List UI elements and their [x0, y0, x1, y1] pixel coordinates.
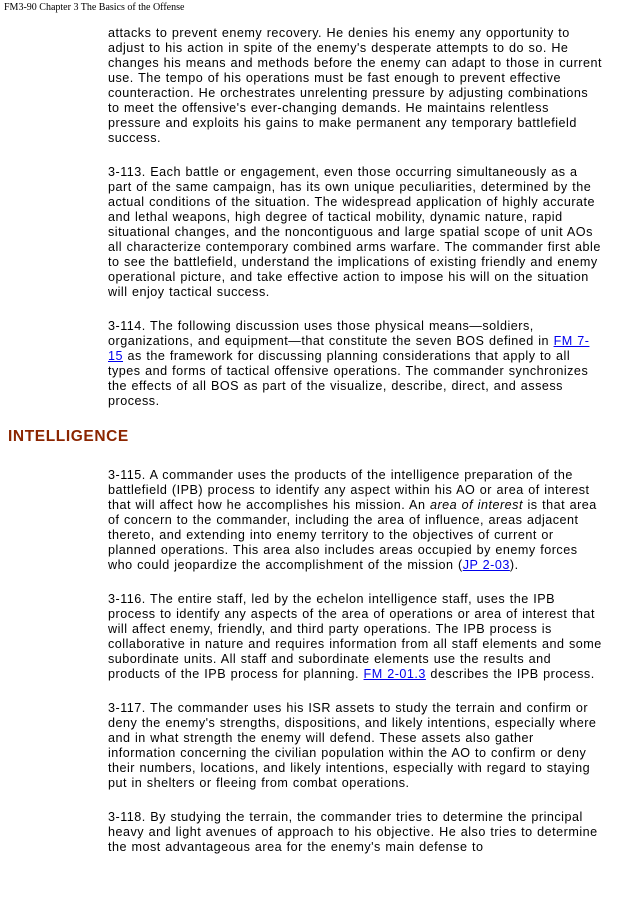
section-spacer — [108, 428, 604, 468]
term-area-of-interest: area of interest — [429, 498, 523, 512]
paragraph-3-115 — [108, 468, 604, 573]
paragraph-3-116 — [108, 592, 604, 682]
link-fm-2-01-3[interactable]: FM 2-01.3 — [363, 667, 426, 681]
link-fm-7-15[interactable]: FM 7-15 — [108, 334, 590, 363]
text-segment: describes the IPB process. — [425, 667, 595, 681]
text-segment: 3-115. A commander uses the products of the intelligence preparation of the battlefield (IPB) process to identify any aspect within his AO or area of interest that will affect how he accomplishes his mission. An — [108, 468, 590, 512]
text-segment: is that area of concern to the commander, including the area of influence, areas adjacent thereto, and extending into enemy territory to the objectives of current or planned operations. This area also includes areas occupied by enemy forces who could jeopardize the accomplishment of the mission ( — [108, 498, 597, 572]
document-body — [108, 26, 604, 874]
paragraph-3-117: 3-117. The commander uses his ISR assets to study the terrain and confirm or deny the enemy's strengths, dispositions, and likely intentions, especially where and in what strength the enemy will defend. These assets also gather information concerning the civilian population within the AO to confirm or deny their numbers, locations, and likely intentions, especially with regard to staying put in shelters or fleeing from combat operations. — [108, 701, 597, 790]
text-segment: ). — [509, 558, 519, 572]
text-segment: 3-114. The following discussion uses those physical means—soldiers, organizations, and equipment—that constitute the seven BOS defined in — [108, 319, 554, 348]
paragraph-3-113: 3-113. Each battle or engagement, even those occurring simultaneously as a part of the same campaign, has its own unique peculiarities, determined by the actual conditions of the situation. The widespread application of highly accurate and lethal weapons, high degree of tactical mobility, dynamic nature, rapid situational changes, and the noncontiguous and large spatial scope of unit AOs all characterize contemporary combined arms warfare. The commander first able to see the battlefield, understand the implications of existing friendly and enemy operational picture, and take effective action to impose his will on the situation will enjoy tactical success. — [108, 165, 601, 299]
link-jp-2-03[interactable]: JP 2-03 — [462, 558, 510, 572]
paragraph-intro: attacks to prevent enemy recovery. He denies his enemy any opportunity to adjust to his action in spite of the enemy's desperate attempts to do so. He changes his means and methods before the enemy can adapt to those in current use. The tempo of his operations must be fast enough to prevent effective counteraction. He orchestrates unrelenting pressure by adjusting combinations to meet the offensive's ever-changing demands. He maintains relentless pressure and exploits his gains to make permanent any temporary battlefield success. — [108, 26, 602, 145]
text-segment: 3-116. The entire staff, led by the echelon intelligence staff, uses the IPB process to identify any aspects of the area of operations or area of interest that will affect enemy, friendly, and third party operations. The IPB process is collaborative in nature and requires information from all staff elements and some subordinate units. All staff and subordinate elements use the results and products of the IPB process for planning. — [108, 592, 602, 681]
paragraph-3-114 — [108, 319, 604, 409]
section-heading-intelligence: INTELLIGENCE — [8, 428, 129, 445]
text-segment: as the framework for discussing planning considerations that apply to all types and forms of tactical offensive operations. The commander synchronizes the effects of all BOS as part of the visualize, describe, direct, and assess process. — [108, 349, 589, 408]
paragraph-3-118: 3-118. By studying the terrain, the commander tries to determine the principal heavy and light avenues of approach to his objective. He also tries to determine the most advantageous area for the enemy's main defense to — [108, 810, 598, 854]
running-header: FM3-90 Chapter 3 The Basics of the Offense — [4, 2, 185, 13]
